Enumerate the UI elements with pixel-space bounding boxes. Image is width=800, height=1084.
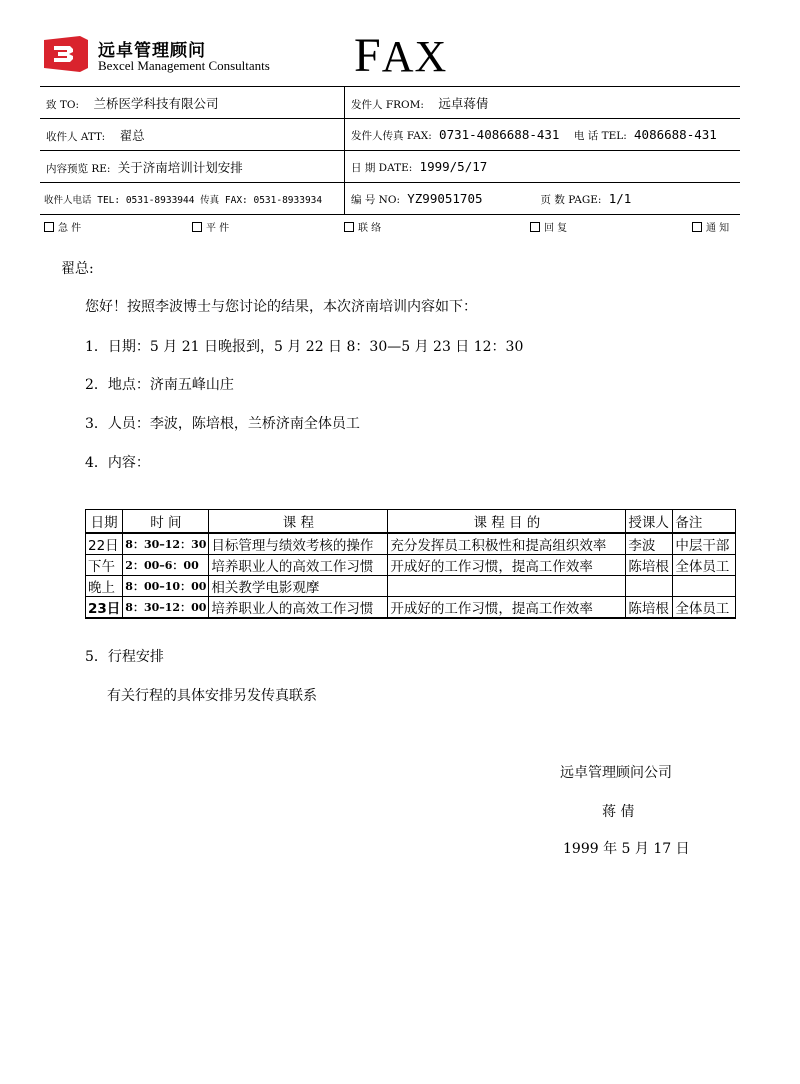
att-label: 收件人 ATT: <box>46 130 106 143</box>
item-content: 4．内容： <box>85 455 150 471</box>
table-row: 晚上 8：00–10：00 相关教学电影观摩 <box>86 576 736 597</box>
course-schedule-table <box>85 509 736 619</box>
company-name-cn: 远卓管理顾问 <box>98 41 206 61</box>
checkbox-icon[interactable] <box>692 222 702 232</box>
table-row: 下午 2：00–6：00 培养职业人的高效工作习惯 开成好的工作习惯，提高工作效率 陈培根 全体员工 <box>86 555 736 576</box>
item-location: 2．地点：济南五峰山庄 <box>85 377 234 393</box>
to-label: 致 TO: <box>46 98 79 111</box>
fax-label: 发件人传真 FAX: <box>351 129 432 142</box>
signature-company: 远卓管理顾问公司 <box>560 765 672 781</box>
checkbox-icon[interactable] <box>344 222 354 232</box>
header-course: 课 程 <box>209 510 388 534</box>
table-row: 22日 8：30–12：30 目标管理与绩效考核的操作 充分发挥员工积极性和提高组织效率 李波 中层干部 <box>86 533 736 555</box>
company-name-en: Bexcel Management Consultants <box>98 58 270 73</box>
to-value: 兰桥医学科技有限公司 <box>93 95 219 111</box>
page-label: 页 数 PAGE: <box>540 193 602 206</box>
fax-value: 0731-4086688-431 <box>439 126 560 142</box>
page-value: 1/1 <box>608 190 632 206</box>
from-label: 发件人 FROM: <box>351 98 424 111</box>
intro-text: 您好！按照李波博士与您讨论的结果，本次济南培训内容如下： <box>85 299 477 315</box>
tel-label: 电 话 TEL: <box>573 129 627 142</box>
date-value: 1999/5/17 <box>419 158 488 174</box>
bexcel-logo-icon <box>40 36 92 72</box>
re-label: 内容预览 RE: <box>46 162 111 175</box>
header-lecturer: 授课人 <box>626 510 673 534</box>
urgency-checkboxes <box>40 219 740 235</box>
re-value: 关于济南培训计划安排 <box>117 159 243 175</box>
checkbox-reply[interactable]: 回 复 <box>530 219 567 234</box>
checkbox-notice[interactable]: 通 知 <box>692 219 729 234</box>
table-header-row <box>86 510 736 534</box>
header-row-re <box>40 151 740 183</box>
header-row-att <box>40 119 740 151</box>
fax-header-table <box>40 86 740 215</box>
item-people: 3．人员：李波，陈培根，兰桥济南全体员工 <box>85 416 360 432</box>
header-row-to <box>40 87 740 119</box>
header-row-phone <box>40 183 740 215</box>
item-itinerary: 5．行程安排 <box>85 649 164 665</box>
header-purpose: 课 程 目 的 <box>388 510 626 534</box>
checkbox-normal[interactable]: 平 件 <box>192 219 229 234</box>
checkbox-urgent[interactable]: 急 件 <box>44 219 81 234</box>
item-date: 1．日期：5 月 21 日晚报到，5 月 22 日 8：30—5 月 23 日 12：30 <box>85 339 524 355</box>
header-remark: 备注 <box>673 510 736 534</box>
tel-value: 4086688-431 <box>634 126 717 142</box>
no-value: YZ99051705 <box>407 190 483 206</box>
signature-name: 蒋 倩 <box>602 804 635 820</box>
no-label: 编 号 NO: <box>351 193 401 206</box>
from-value: 远卓蒋倩 <box>438 95 489 111</box>
itinerary-detail: 有关行程的具体安排另发传真联系 <box>107 688 317 704</box>
checkbox-icon[interactable] <box>44 222 54 232</box>
checkbox-contact[interactable]: 联 络 <box>344 219 381 234</box>
fax-title: FAX <box>354 29 448 82</box>
date-label: 日 期 DATE: <box>351 161 413 174</box>
recipient-phone: 收件人电话 TEL: 0531-8933944 传真 FAX: 0531-8933934 <box>40 183 345 215</box>
signature-date: 1999 年 5 月 17 日 <box>563 841 690 857</box>
checkbox-icon[interactable] <box>530 222 540 232</box>
checkbox-icon[interactable] <box>192 222 202 232</box>
header-time: 时 间 <box>123 510 209 534</box>
table-row: 23日 8：30–12：00 培养职业人的高效工作习惯 开成好的工作习惯，提高工作效率 陈培根 全体员工 <box>86 597 736 619</box>
att-value: 翟总 <box>119 127 145 143</box>
greeting: 翟总: <box>61 261 94 277</box>
header-date: 日期 <box>86 510 123 534</box>
